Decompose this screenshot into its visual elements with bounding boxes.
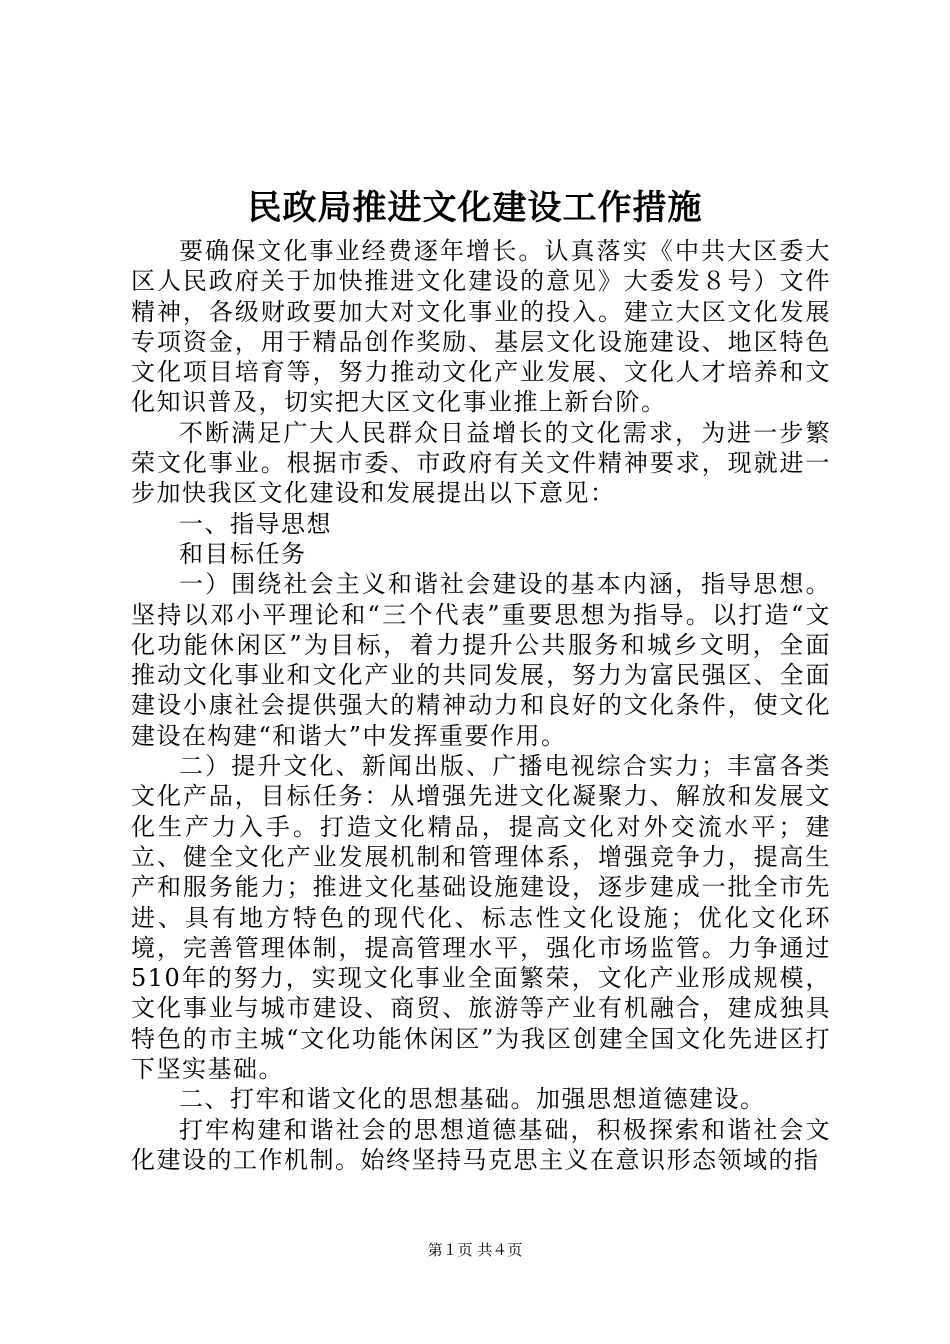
section-heading-continued: 和目标任务 [179,539,307,568]
paragraph: 要确保文化事业经费逐年增长。认真落实《中共大区委大区人民政府关于加快推进文化建设的意见》大委发８号）文件精神，各级财政要加大对文化事业的投入。建立大区文化发展专项资金，用于精品创作奖励、基层文化设施建设、地区特色文化项目培育等，努力推动文化产业发展、文化人才培养和文化知识普及，切实把大区文化事业推上新台阶。 [131,237,831,417]
paragraph: 打牢构建和谐社会的思想道德基础，积极探索和谐社会文化建设的工作机制。始终坚持马克思主义在意识形态领域的指 [131,1115,831,1174]
paragraph: 二）提升文化、新闻出版、广播电视综合实力；丰富各类文化产品，目标任务：从增强先进文化凝聚力、解放和发展文化生产力入手。打造文化精品，提高文化对外交流水平；建立、健全文化产业发展机制和管理体系，增强竞争力，提高生产和服务能力；推进文化基础设施建设，逐步建成一批全市先进、具有地方特色的现代化、标志性文化设施；优化文化环境，完善管理体制，提高管理水平，强化市场监管。力争通过510年的努力，实现文化事业全面繁荣，文化产业形成规模，文化事业与城市建设、商贸、旅游等产业有机融合，建成独具特色的市主城“文化功能休闲区”为我区创建全国文化先进区打下坚实基础。 [131,752,831,1084]
document-body [131,236,831,1175]
paragraph: 一）围绕社会主义和谐社会建设的基本内涵，指导思想。坚持以邓小平理论和“三个代表”重要思想为指导。以打造“文化功能休闲区”为目标，着力提升公共服务和城乡文明，全面推动文化事业和文化产业的共同发展，努力为富民强区、全面建设小康社会提供强大的精神动力和良好的文化条件，使文化建设在构建“和谐大”中发挥重要作用。 [131,570,831,750]
section-heading: 一、指导思想 [179,509,332,538]
page-footer: 第１页 共４页 [427,1241,523,1259]
paragraph: 不断满足广大人民群众日益增长的文化需求，为进一步繁荣文化事业。根据市委、市政府有关文件精神要求，现就进一步加快我区文化建设和发展提出以下意见： [131,418,831,508]
document-title: 民政局推进文化建设工作措施 [247,188,703,228]
section-heading: 二、打牢和谐文化的思想基础。加强思想道德建设。 [179,1085,766,1114]
